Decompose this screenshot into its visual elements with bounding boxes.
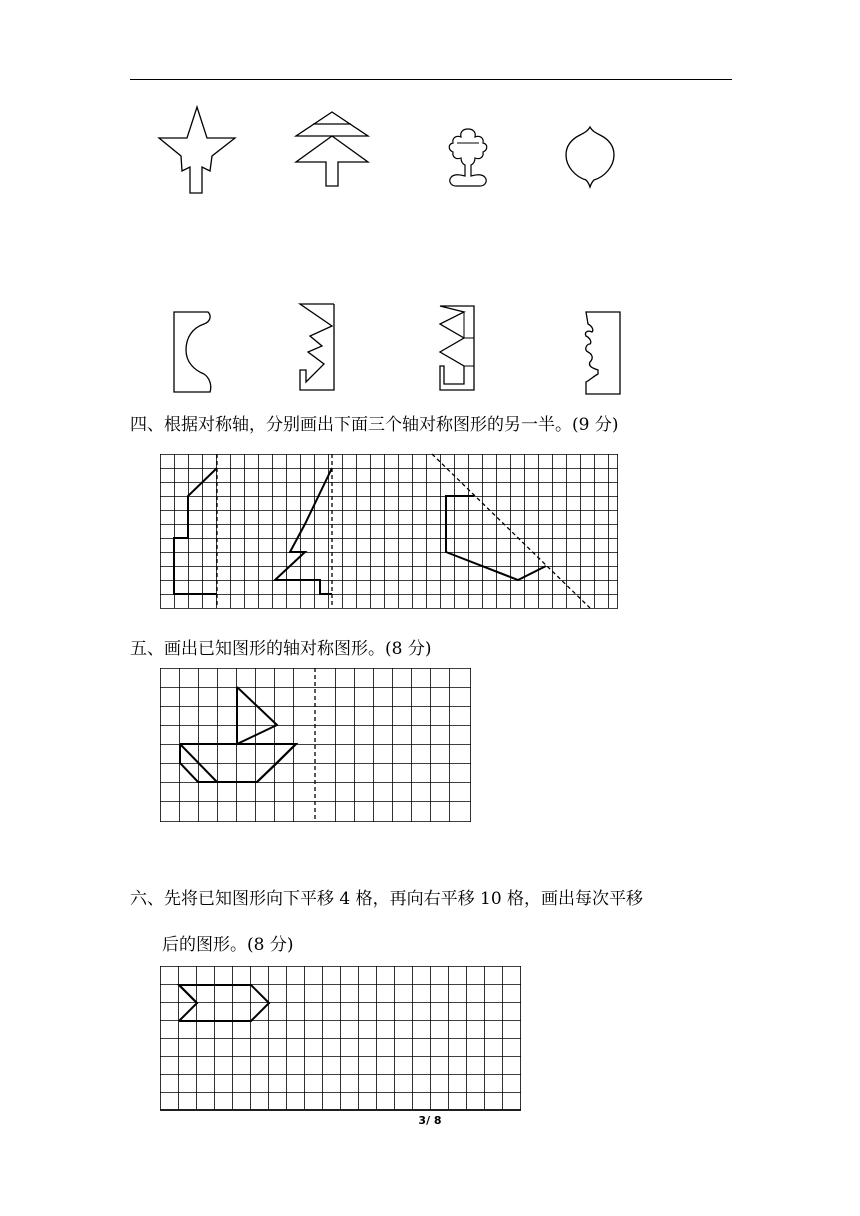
q5-grid [160, 668, 474, 826]
page-number: 3/ 8 [418, 1114, 442, 1127]
question-4-text: 四、根据对称轴，分别画出下面三个轴对称图形的另一半。(9 分) [130, 415, 619, 435]
q4-grid [160, 454, 620, 612]
q6-grid [160, 966, 524, 1112]
triangles-half-cutout-figure [436, 304, 478, 392]
flower-half-cutout-figure [580, 310, 624, 396]
flower-cutout-figure [444, 126, 492, 190]
header-rule [130, 79, 732, 80]
arch-half-cutout-figure [170, 310, 216, 394]
question-5-text: 五、画出已知图形的轴对称图形。(8 分) [130, 639, 432, 659]
lemon-cutout-figure [560, 124, 620, 190]
question-6-text-line-1: 六、先将已知图形向下平移 4 格，再向右平移 10 格，画出每次平移 [130, 889, 644, 909]
tree-cutout-figure [294, 110, 370, 190]
star-cutout-figure [155, 105, 239, 197]
zigzag-half-cutout-figure [294, 302, 338, 392]
question-6-text-line-2: 后的图形。(8 分) [162, 935, 294, 955]
